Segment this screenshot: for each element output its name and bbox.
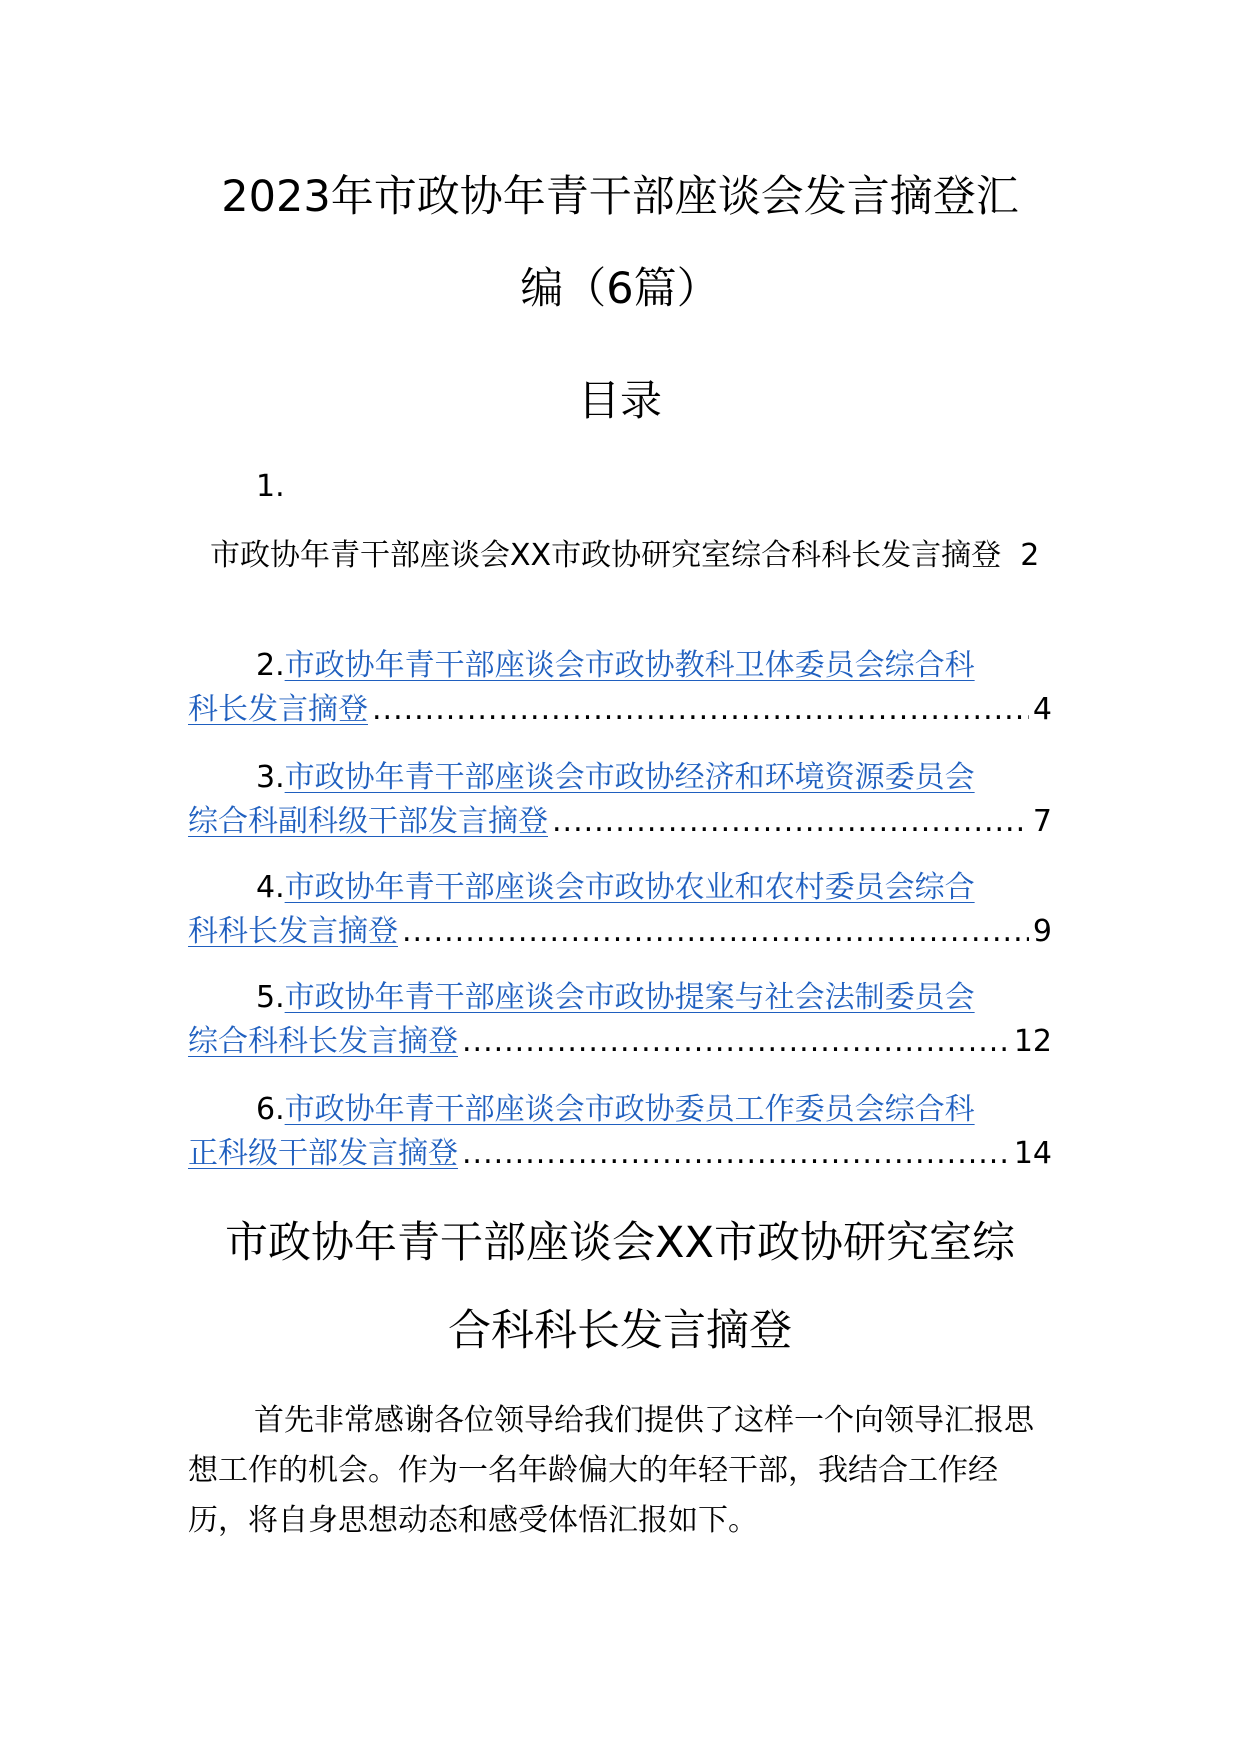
toc-heading: 目录: [577, 376, 662, 425]
document-title-line-1: 2023年市政协年青干部座谈会发言摘登汇: [221, 172, 1019, 222]
toc-entry-3-link[interactable]: 市政协年青干部座谈会市政协经济和环境资源委员会: [284, 760, 975, 795]
document-title-line-2: 编（6篇）: [520, 264, 720, 314]
toc-entry-6-link[interactable]: 市政协年青干部座谈会市政协委员工作委员会综合科: [284, 1092, 975, 1127]
toc-entry-4-number: 4.: [256, 870, 285, 905]
toc-leader-dots: [372, 688, 1029, 732]
toc-entry-6-page: 14: [1013, 1136, 1052, 1171]
toc-entry-2[interactable]: [188, 644, 1052, 732]
toc-entry-5-number: 5.: [256, 980, 285, 1015]
toc-entry-6-number: 6.: [256, 1092, 285, 1127]
toc-leader-dots: [402, 910, 1029, 954]
section-title-line-2: 合科科长发言摘登: [448, 1306, 792, 1356]
toc-entry-4-link-cont[interactable]: 科科长发言摘登: [188, 914, 398, 949]
section-title-line-1: 市政协年青干部座谈会XX市政协研究室综: [225, 1218, 1015, 1268]
toc-entry-3-number: 3.: [256, 760, 285, 795]
toc-entry-6-link-cont[interactable]: 正科级干部发言摘登: [188, 1136, 458, 1171]
toc-leader-dots: [462, 1020, 1010, 1064]
toc-entry-6[interactable]: [188, 1088, 1052, 1176]
toc-entry-5-page: 12: [1013, 1024, 1052, 1059]
toc-entry-1-text: 市政协年青干部座谈会XX市政协研究室综合科科长发言摘登: [210, 538, 1002, 573]
toc-entry-5-link[interactable]: 市政协年青干部座谈会市政协提案与社会法制委员会: [284, 980, 975, 1015]
toc-entry-1: [188, 534, 1052, 578]
toc-entry-4-link[interactable]: 市政协年青干部座谈会市政协农业和农村委员会综合: [284, 870, 975, 905]
toc-entry-4-page: 9: [1032, 914, 1052, 949]
toc-entry-1-number: 1.: [256, 469, 285, 504]
toc-entry-5-link-cont[interactable]: 综合科科长发言摘登: [188, 1024, 458, 1059]
toc-entry-2-link-cont[interactable]: 科长发言摘登: [188, 692, 368, 727]
toc-entry-3-page: 7: [1032, 804, 1052, 839]
toc-entry-2-number: 2.: [256, 648, 285, 683]
toc-entry-1-page: 2: [1020, 538, 1040, 573]
toc-entry-4[interactable]: [188, 866, 1052, 954]
toc-entry-3-link-cont[interactable]: 综合科副科级干部发言摘登: [188, 804, 548, 839]
toc-entry-2-page: 4: [1032, 692, 1052, 727]
toc-entry-5[interactable]: [188, 976, 1052, 1064]
toc-leader-dots: [552, 800, 1029, 844]
toc-entry-3[interactable]: [188, 756, 1052, 844]
toc-leader-dots: [462, 1132, 1010, 1176]
toc-entry-2-link[interactable]: 市政协年青干部座谈会市政协教科卫体委员会综合科: [284, 648, 975, 683]
body-paragraph: 首先非常感谢各位领导给我们提供了这样一个向领导汇报思想工作的机会。作为一名年龄偏大的年轻干部，我结合工作经历，将自身思想动态和感受体悟汇报如下。: [188, 1403, 1034, 1538]
